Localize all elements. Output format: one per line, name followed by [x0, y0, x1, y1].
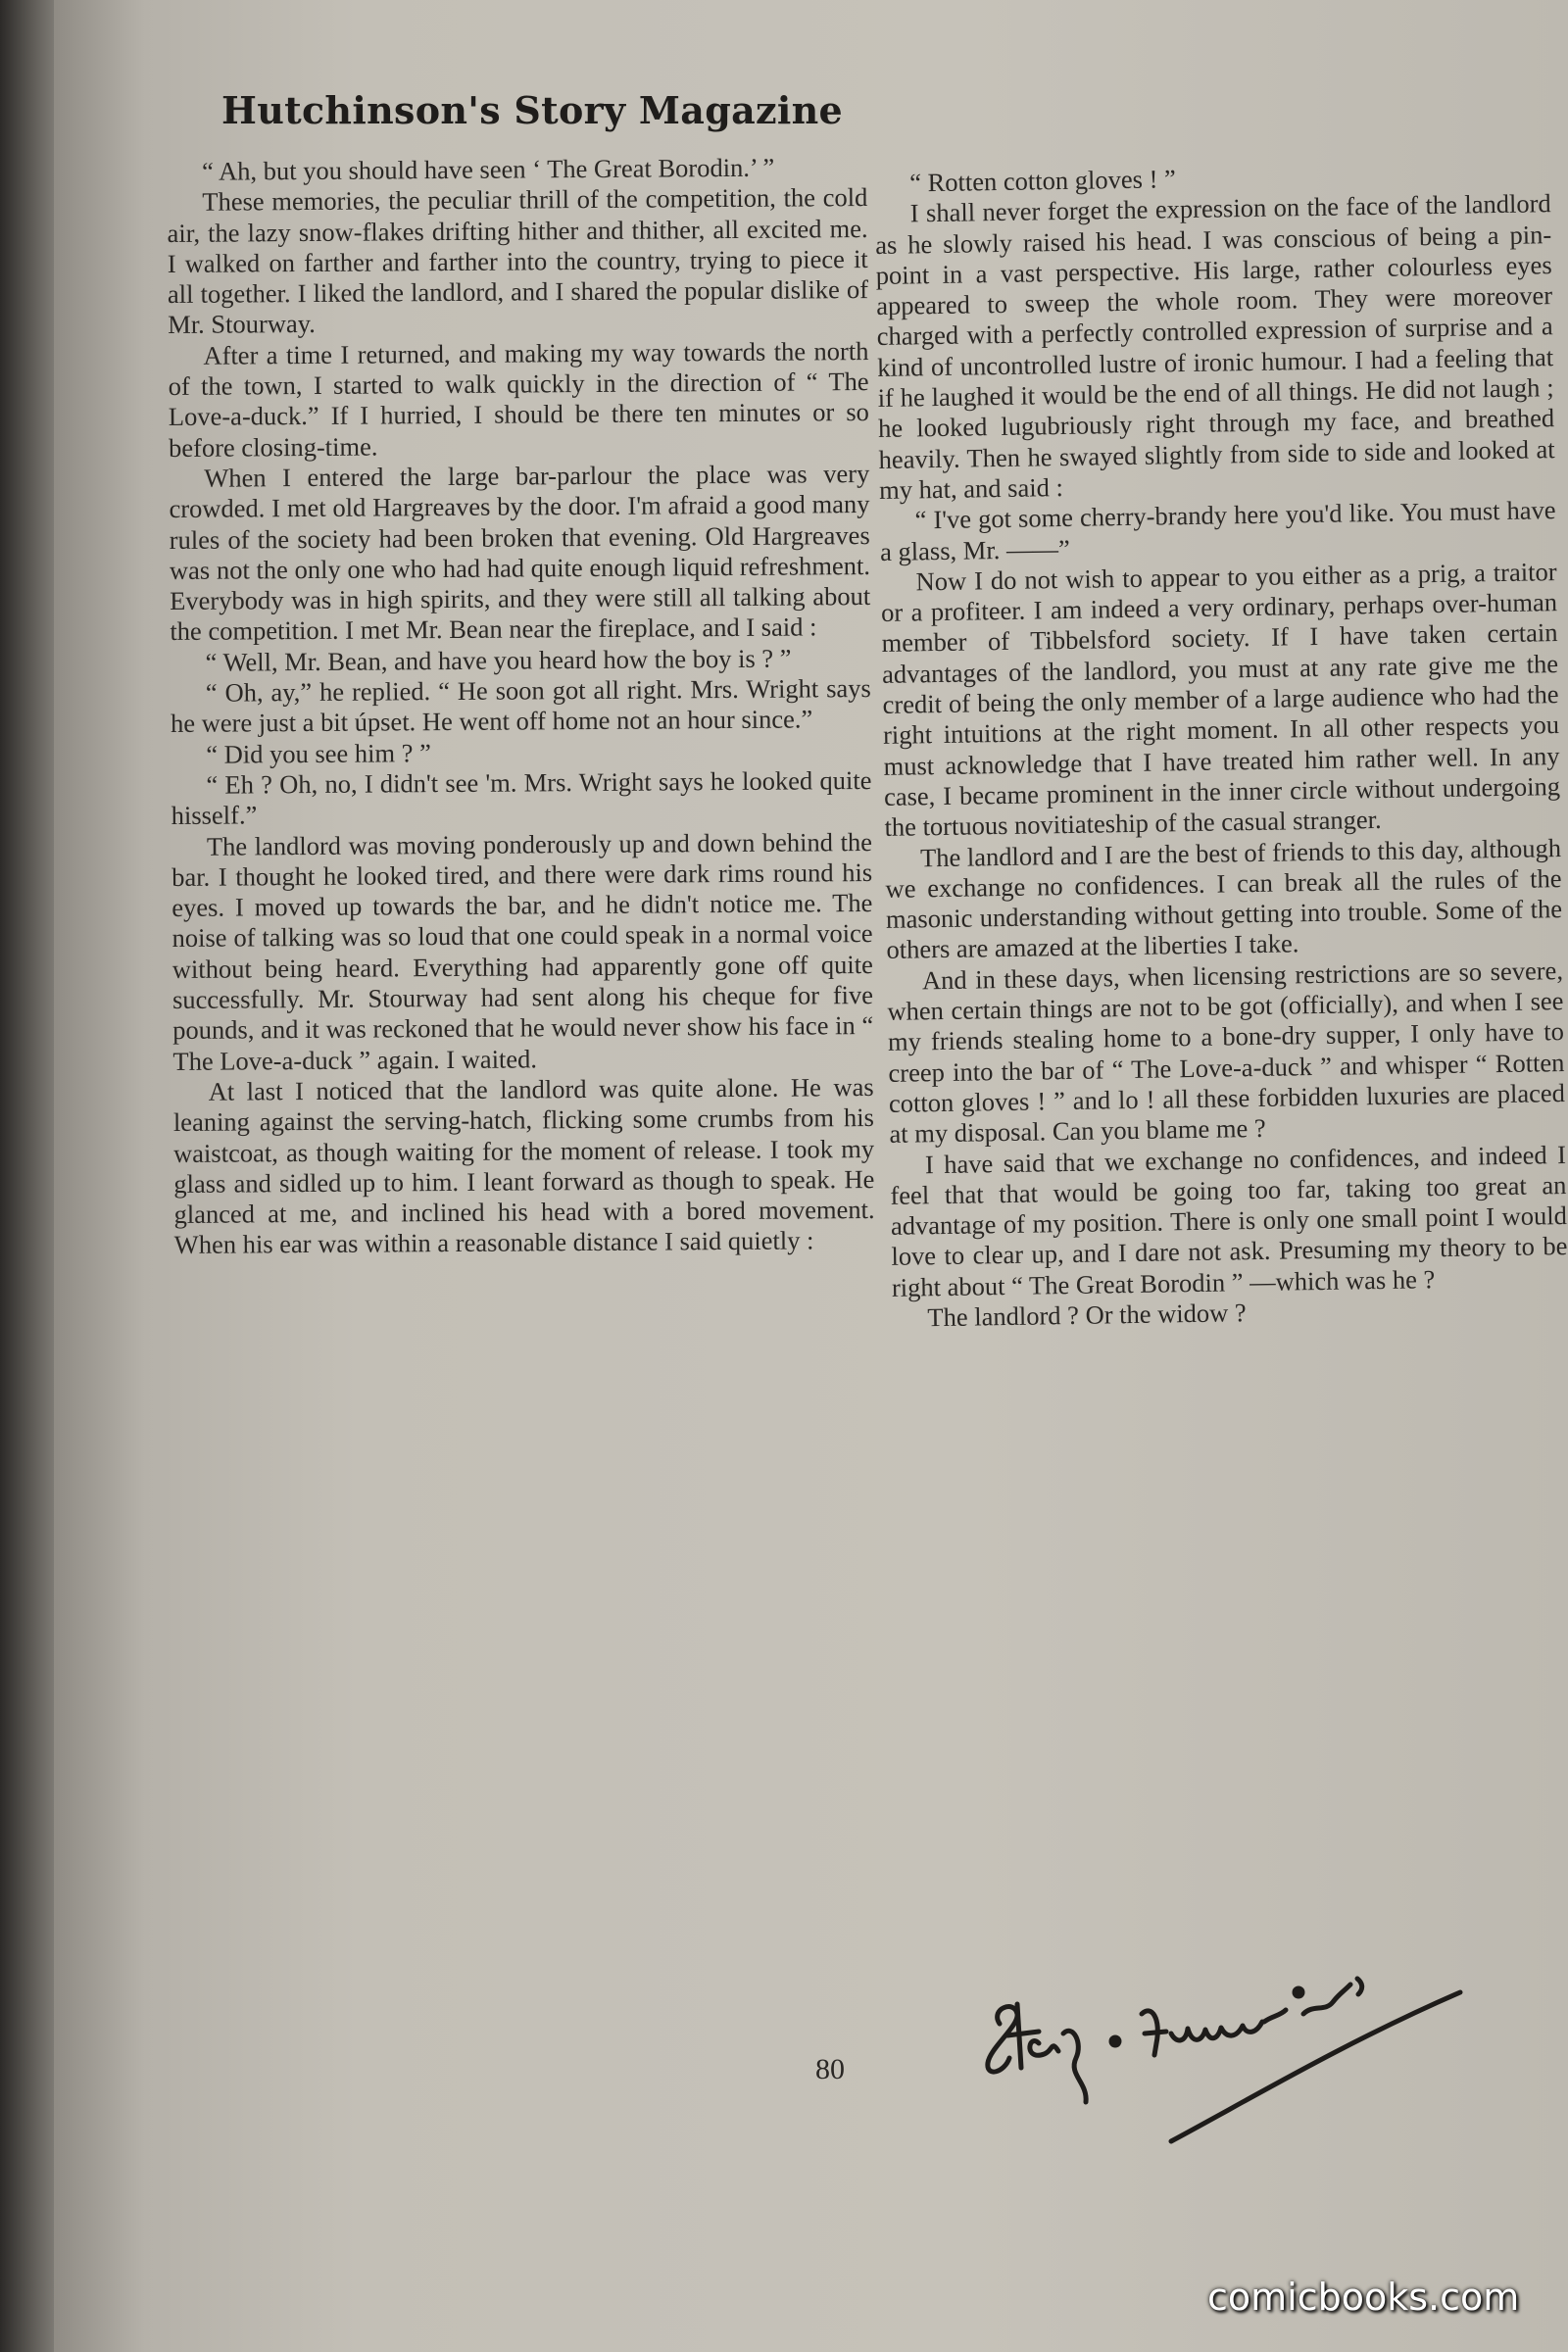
page-number: 80	[815, 2053, 845, 2085]
paragraph: “ Well, Mr. Bean, and have you heard how the boy is ? ”	[205, 643, 792, 677]
paragraph: “ Ah, but you should have seen ‘ The Great Borodin.’ ”	[201, 152, 775, 186]
paragraph: When I entered the large bar-parlour the place was very crowded. I met old Hargreaves by the door. I'm afraid a good many rules of the society had been broken that evening. Old Hargreaves was not the only one who had had quite enough liquid refreshment. Everybody was in high spirits, and they were still all talking about the competition. I met Mr. Bean near the fireplace, and I said :	[169, 458, 871, 647]
paragraph: And in these days, when licensing restrictions are so severe, when certain things are not to be got (officially), and when I see my friends stealing home to a bone-dry supper, I only have to creep into the bar of “ The Love-a-duck ” and whisper “ Rotten cotton gloves ! ” and lo ! all these forbidden luxuries are placed at my disposal. Can you blame me ?	[887, 955, 1566, 1150]
paragraph: “ Rotten cotton gloves ! ”	[908, 164, 1176, 198]
paragraph: I shall never forget the expression on the face of the landlord as he slowly raised his head. I was conscious of being a pin-point in a vast perspective. His large, rather colourless eyes appeared to sweep the whole room. They were moreover charged with a perfectly controlled expression of surprise and a kind of uncontrolled lustre of ironic humour. I had a feeling that if he laughed it would be the end of all things. He did not laugh ; he looked lugubriously right through my face, and breathed heavily. Then he swayed slightly from side to side and looked at my hat, and said :	[874, 188, 1555, 505]
book-spine-shadow	[0, 0, 54, 2352]
left-text-column	[167, 152, 875, 1261]
paragraph: The landlord and I are the best of friends to this day, although we exchange no confidences. I can break all the rules of the masonic understanding without getting into trouble. Some of the others are amazed at the liberties I take.	[885, 832, 1563, 965]
paragraph: “ Eh ? Oh, no, I didn't see 'm. Mrs. Wright says he looked quite hisself.”	[171, 764, 872, 831]
paragraph: These memories, the peculiar thrill of the competition, the cold air, the lazy snow-flakes drifting hither and thither, all excited me. I walked on farther and farther into the country, trying to piece it all together. I liked the landlord, and I shared the popular dislike of Mr. Stourway.	[167, 182, 869, 340]
paragraph: I have said that we exchange no confidences, and indeed I feel that that would be going too far, taking too great an advantage of my position. There is only one small point I would love to clear up, and I dare not ask. Presuming my theory to be right about “ The Great Borodin ” —which was he ?	[890, 1139, 1568, 1302]
paragraph: The landlord was moving ponderously up and down behind the bar. I thought he looked tired, and there were dark rims round his eyes. I moved up towards the bar, and he didn't notice me. The noise of talking was so loud that one could speak in a normal voice without being heard. Everything had apparently gone off quite successfully. Mr. Stourway had sent along his cheque for five pounds, and it was reckoned that he would never show his face in “ The Love-a-duck ” again. I waited.	[172, 826, 874, 1076]
paragraph: Now I do not wish to appear to you either as a prig, a traitor or a profiteer. I am indeed a very ordinary, perhaps over-human member of Tibbelsford society. If I have taken certain advantages of the landlord, you must at any rate give me the credit of being the only member of a large audience who had the right intuitions at the right moment. In all other respects you must acknowledge that I have treated him rather well. In any case, I became prominent in the inner circle without undergoing the tortuous novitiateship of the casual stranger.	[880, 556, 1561, 843]
paragraph: After a time I returned, and making my way towards the north of the town, I started to walk quickly in the direction of “ The Love-a-duck.” If I hurried, I should be there ten minutes or so before closing-time.	[168, 335, 869, 463]
paragraph: “ Oh, ay,” he replied. “ He soon got all right. Mrs. Wright says he were just a bit úpset. He went off home not an hour since.”	[170, 673, 871, 739]
paragraph: At last I noticed that the landlord was quite alone. He was leaning against the serving-hatch, flicking some crumbs from his waistcoat, as though waiting for the moment of release. I took my glass and sidled up to him. I leant forward as though to speak. He glanced at me, and inclined his head with a bored movement. When his ear was within a reasonable distance I said quietly :	[172, 1071, 875, 1260]
paragraph: The landlord ? Or the widow ?	[927, 1298, 1247, 1333]
right-text-column	[874, 158, 1568, 1334]
paragraph: “ Did you see him ? ”	[206, 737, 431, 769]
running-header: Hutchinson's Story Magazine	[221, 88, 844, 132]
author-signature	[970, 1965, 1480, 2161]
watermark: comicbooks.com	[1207, 2276, 1520, 2319]
paragraph: “ I've got some cherry-brandy here you'd like. You must have a glass, Mr. ——”	[879, 495, 1556, 566]
